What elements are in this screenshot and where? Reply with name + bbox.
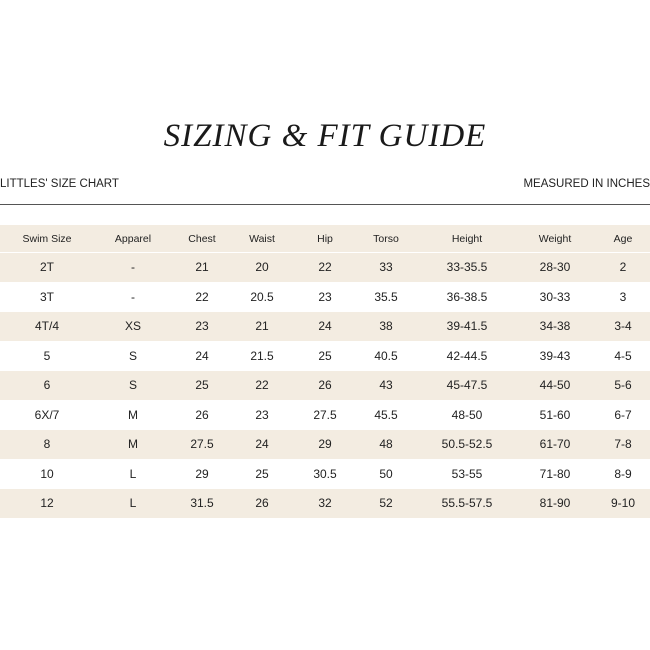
table-cell: 30-33 [539,289,571,304]
column-header-chest: Chest [188,232,216,245]
size-chart-label: LITTLES' SIZE CHART [0,178,119,190]
size-table [0,225,650,519]
units-note: MEASURED IN INCHES [523,178,650,190]
table-cell: 39-41.5 [446,319,488,334]
table-cell: 23 [318,289,332,304]
table-cell: 4-5 [614,348,632,363]
table-cell: 40.5 [374,348,398,363]
table-cell: 48-50 [451,407,483,422]
table-cell: 25 [195,378,209,393]
table-cell: 3T [39,289,54,304]
table-cell: 8 [43,437,51,452]
table-cell: 53-55 [451,466,483,481]
table-cell: 43 [379,378,393,393]
table-cell: 6 [43,378,51,393]
table-cell: 39-43 [539,348,571,363]
table-cell: 29 [318,437,332,452]
table-cell: 33-35.5 [446,260,488,275]
table-cell: 24 [318,319,332,334]
column-header-torso: Torso [373,232,399,245]
table-cell: 34-38 [539,319,571,334]
table-row [0,401,650,431]
table-cell: 26 [318,378,332,393]
table-cell: 30.5 [313,466,337,481]
table-cell: 55.5-57.5 [441,496,493,511]
table-cell: 22 [318,260,332,275]
table-cell: 50.5-52.5 [441,437,493,452]
table-cell: S [128,348,137,363]
table-cell: 61-70 [539,437,571,452]
table-cell: 32 [318,496,332,511]
table-cell: L [129,466,137,481]
table-cell: 27.5 [190,437,214,452]
table-cell: 6X/7 [34,407,60,422]
column-header-hip: Hip [317,232,333,245]
table-row [0,371,650,401]
table-cell: 25 [318,348,332,363]
table-cell: 22 [195,289,209,304]
table-cell: 6-7 [614,407,632,422]
table-cell: 21.5 [250,348,274,363]
table-cell: 26 [255,496,269,511]
column-header-swim-size: Swim Size [22,232,72,245]
table-cell: 23 [255,407,269,422]
column-header-weight: Weight [538,232,572,245]
table-cell: 12 [40,496,54,511]
table-cell: 24 [255,437,269,452]
table-cell: 20.5 [250,289,274,304]
table-row [0,430,650,460]
table-cell: 48 [379,437,393,452]
table-cell: 28-30 [539,260,571,275]
table-cell: 7-8 [614,437,632,452]
table-cell: - [131,289,135,304]
table-row [0,489,650,519]
column-header-waist: Waist [249,232,275,245]
table-cell: XS [124,319,141,334]
table-cell: 31.5 [190,496,214,511]
table-header-row [0,225,650,253]
column-header-apparel: Apparel [114,232,152,245]
table-cell: 2T [39,260,54,275]
column-header-age: Age [613,232,633,245]
table-cell: 10 [40,466,54,481]
column-header-height: Height [451,232,483,245]
table-cell: 3 [619,289,627,304]
table-cell: 22 [255,378,269,393]
table-cell: 35.5 [374,289,398,304]
table-cell: 21 [195,260,209,275]
page-title: SIZING & FIT GUIDE [163,118,487,154]
table-cell: 21 [255,319,269,334]
table-cell: S [128,378,137,393]
table-row [0,283,650,313]
table-cell: 38 [379,319,393,334]
table-cell: 51-60 [539,407,571,422]
table-cell: - [131,260,135,275]
table-row [0,312,650,342]
table-cell: 44-50 [539,378,571,393]
table-cell: 5-6 [614,378,632,393]
table-cell: 29 [195,466,209,481]
table-cell: M [128,407,138,422]
table-cell: 45.5 [374,407,398,422]
table-cell: 20 [255,260,269,275]
table-cell: 33 [379,260,393,275]
table-cell: 50 [379,466,393,481]
table-cell: 52 [379,496,393,511]
table-cell: 36-38.5 [446,289,488,304]
table-cell: 8-9 [614,466,632,481]
table-cell: 2 [619,260,627,275]
table-row [0,342,650,372]
table-cell: 25 [255,466,269,481]
table-row [0,460,650,490]
table-cell: 5 [43,348,51,363]
table-cell: 9-10 [610,496,636,511]
table-cell: L [129,496,137,511]
table-cell: 26 [195,407,209,422]
table-cell: 42-44.5 [446,348,488,363]
table-row [0,253,650,283]
table-cell: M [128,437,138,452]
table-cell: 71-80 [539,466,571,481]
table-cell: 4T/4 [34,319,59,334]
table-cell: 45-47.5 [446,378,488,393]
table-cell: 81-90 [539,496,571,511]
table-cell: 23 [195,319,209,334]
table-cell: 27.5 [313,407,337,422]
divider [0,204,650,205]
table-cell: 3-4 [614,319,632,334]
table-cell: 24 [195,348,209,363]
